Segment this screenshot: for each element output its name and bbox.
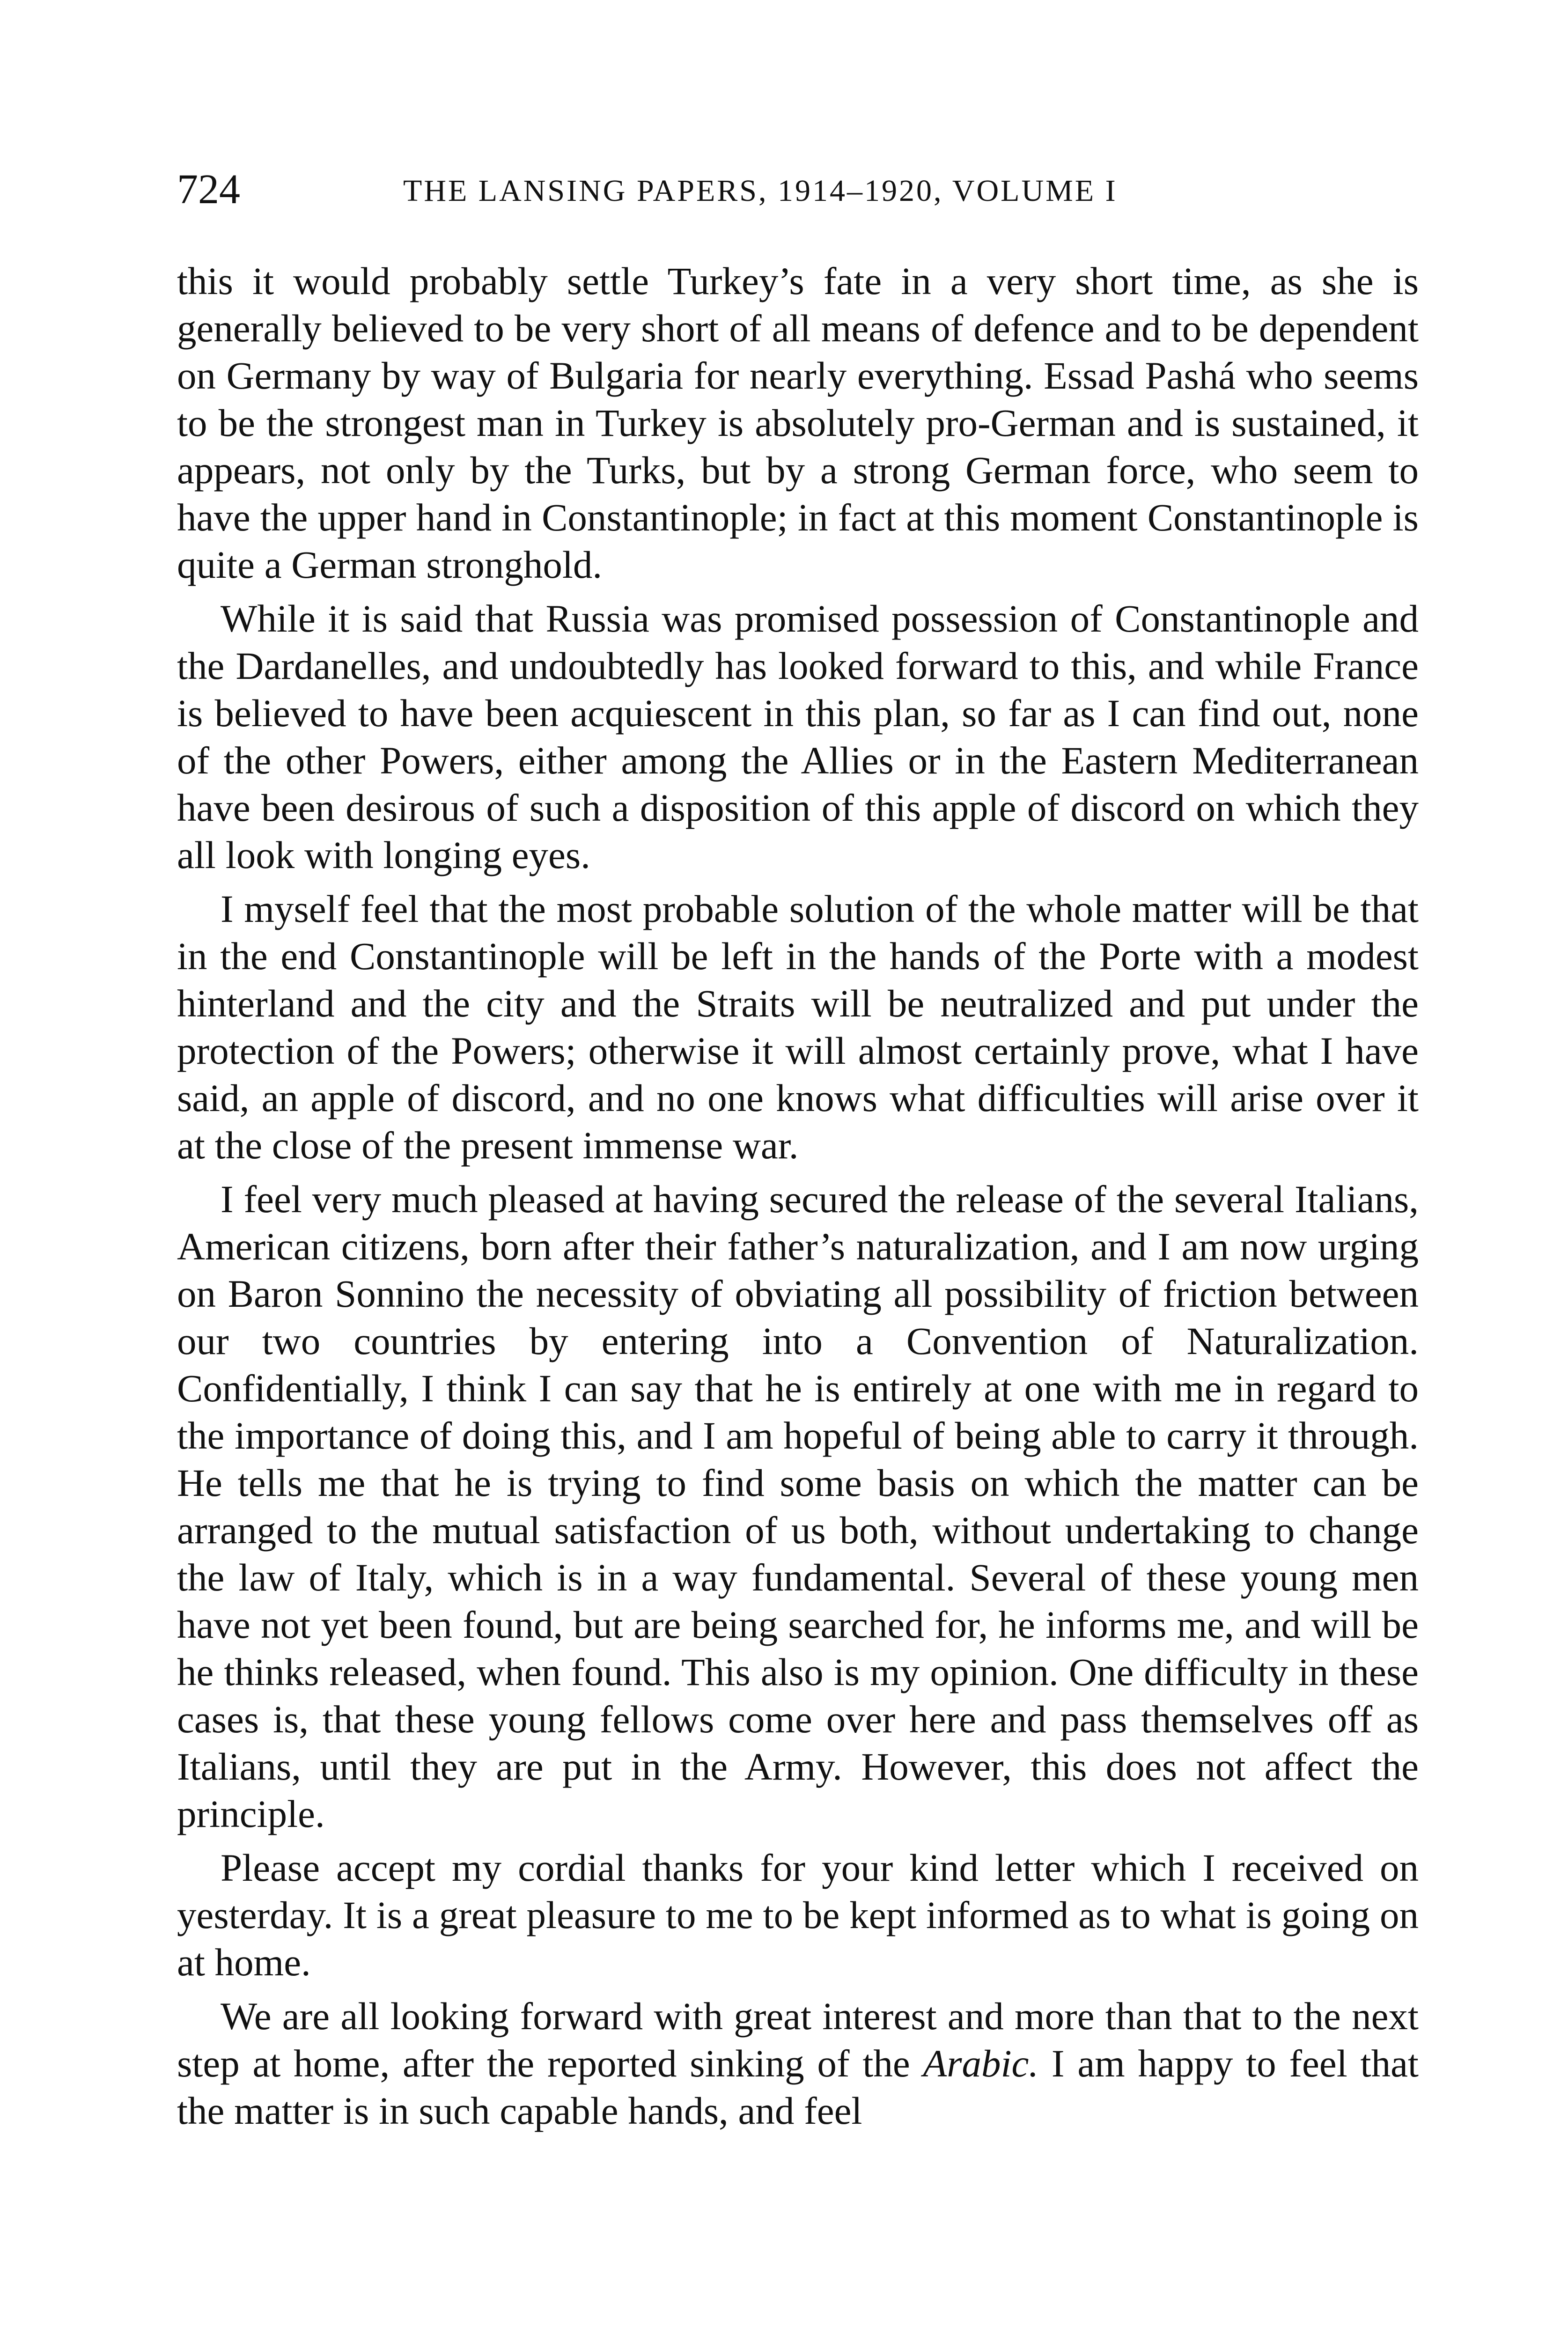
ship-name-arabic: Arabic. bbox=[923, 2042, 1039, 2085]
paragraph-continuation: this it would probably settle Turkey’s fate in a very short time, as she is generally believed to be very short of all means of defence and to be dependent on Germany by way of Bulgaria for nearly everything. Essad Pashá who seems to be the strongest man in Turkey is absolutely pro-German and is sustained, it appears, not only by the Turks, but by a strong German force, who seem to have the upper hand in Constantinople; in fact at this moment Constantinople is quite a German stronghold. bbox=[177, 259, 1419, 586]
paragraph-probable-solution: I myself feel that the most probable solution of the whole matter will be that in the end Constantinople will be left in the hands of the Porte with a modest hinterland and the city and the Straits will be neutralized and put under the protection of the Powers; otherwise it will almost certainly prove, what I have said, an apple of discord, and no one knows what difficulties will arise over it at the close of the present immense war. bbox=[177, 887, 1419, 1167]
page-header bbox=[177, 162, 1419, 218]
body-text bbox=[177, 258, 1419, 2141]
running-head: THE LANSING PAPERS, 1914–1920, VOLUME I bbox=[403, 174, 1118, 208]
paragraph-arabic-sinking bbox=[177, 1993, 1419, 2135]
paragraph-arabic-text-before: We are all looking forward with great interest and more than that to the next step at home, after the reported sinking of the bbox=[177, 1995, 1419, 2085]
paragraph-russia-constantinople: While it is said that Russia was promised possession of Constantinople and the Dardanelles, and undoubtedly has looked forward to this, and while France is believed to have been acquiescent in this plan, so far as I can find out, none of the other Powers, either among the Allies or in the Eastern Mediterranean have been desirous of such a disposition of this apple of discord on which they all look with longing eyes. bbox=[177, 597, 1419, 876]
paragraph-thanks-letter: Please accept my cordial thanks for your kind letter which I received on yesterday. It is a great pleasure to me to be kept informed as to what is going on at home. bbox=[177, 1846, 1419, 1984]
paragraph-arabic-text-after: I am happy to feel that the matter is in such capable hands, and feel bbox=[177, 2042, 1419, 2132]
page-number: 724 bbox=[177, 166, 240, 213]
paragraph-italians-release: I feel very much pleased at having secured the release of the several Italians, American citizens, born after their father’s naturalization, and I am now urging on Baron Sonnino the necessity of obviating all possibility of friction between our two countries by entering into a Convention of Naturalization. Confidentially, I think I can say that he is entirely at one with me in regard to the importance of doing this, and I am hopeful of being able to carry it through. He tells me that he is trying to find some basis on which the matter can be arranged to the mutual satisfaction of us both, without undertaking to change the law of Italy, which is in a way fundamental. Several of these young men have not yet been found, but are being searched for, he informs me, and will be he thinks released, when found. This also is my opinion. One difficulty in these cases is, that these young fellows come over here and pass themselves off as Italians, until they are put in the Army. However, this does not affect the principle. bbox=[177, 1178, 1419, 1835]
